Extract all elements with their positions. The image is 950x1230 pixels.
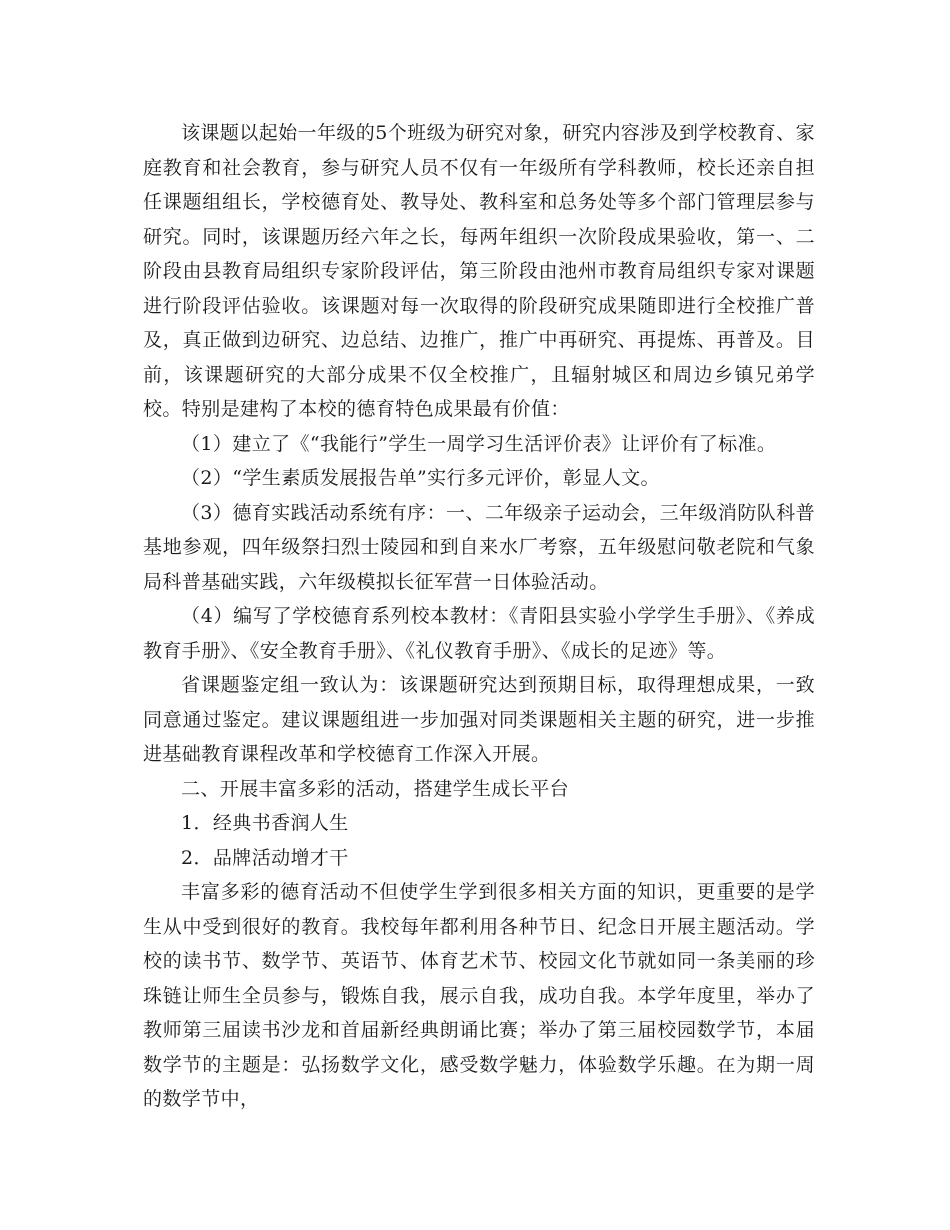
paragraph-activities-description: 丰富多彩的德育活动不但使学生学到很多相关方面的知识，更重要的是学生从中受到很好的教育。我校每年都利用各种节日、纪念日开展主题活动。学校的读书节、数学节、英语节、体育艺术节、校园文化节就如同一条美丽的珍珠链让师生全员参与，锻炼自我，展示自我，成功自我。本学年度里，举办了教师第三届读书沙龙和首届新经典朗诵比赛；举办了第三届校园数学节，本届数学节的主题是：弘扬数学文化，感受数学魅力，体验数学乐趣。在为期一周的数学节中， <box>143 881 815 1110</box>
section-heading-activities: 二、开展丰富多彩的活动，搭建学生成长平台 <box>181 777 570 800</box>
paragraph-research-overview: 该课题以起始一年级的5个班级为研究对象，研究内容涉及到学校教育、家庭教育和社会教育，参与研究人员不仅有一年级所有学科教师，校长还亲自担任课题组组长，学校德育处、教导处、教科室和总务处等多个部门管理层参与研究。同时，该课题历经六年之长，每两年组织一次阶段成果验收，第一、二阶段由县教育局组织专家阶段评估，第三阶段由池州市教育局组织专家对课题进行阶段评估验收。该课题对每一次取得的阶段研究成果随即进行全校推广普及，真正做到边研究、边总结、边推广，推广中再研究、再提炼、再普及。目前，该课题研究的大部分成果不仅全校推广，且辐射城区和周边乡镇兄弟学校。特别是建构了本校的德育特色成果最有价值： <box>143 122 815 420</box>
document-body <box>143 116 815 1117</box>
paragraph-appraisal-conclusion: 省课题鉴定组一致认为：该课题研究达到预期目标，取得理想成果，一致同意通过鉴定。建议课题组进一步加强对同类课题相关主题的研究，进一步推进基础教育课程改革和学校德育工作深入开展。 <box>143 674 815 765</box>
paragraph-item-4-textbooks: （4）编写了学校德育系列校本教材：《青阳县实验小学学生手册》、《养成教育手册》、《安全教育手册》、《礼仪教育手册》、《成长的足迹》等。 <box>143 605 815 662</box>
paragraph-item-2-report-card: （2）“学生素质发展报告单”实行多元评价，彰显人文。 <box>181 467 660 489</box>
subheading-classics-reading: 1．经典书香润人生 <box>181 812 349 834</box>
paragraph-item-3-practice-activities: （3）德育实践活动系统有序：一、二年级亲子运动会，三年级消防队科普基地参观，四年级祭扫烈士陵园和到自来水厂考察，五年级慰问敬老院和气象局科普基础实践，六年级模拟长征军营一日体验活动。 <box>143 501 815 593</box>
subheading-brand-activities: 2．品牌活动增才干 <box>181 846 349 869</box>
paragraph-item-1-evaluation-table: （1）建立了《“我能行”学生一周学习生活评价表》让评价有了标准。 <box>181 432 777 455</box>
